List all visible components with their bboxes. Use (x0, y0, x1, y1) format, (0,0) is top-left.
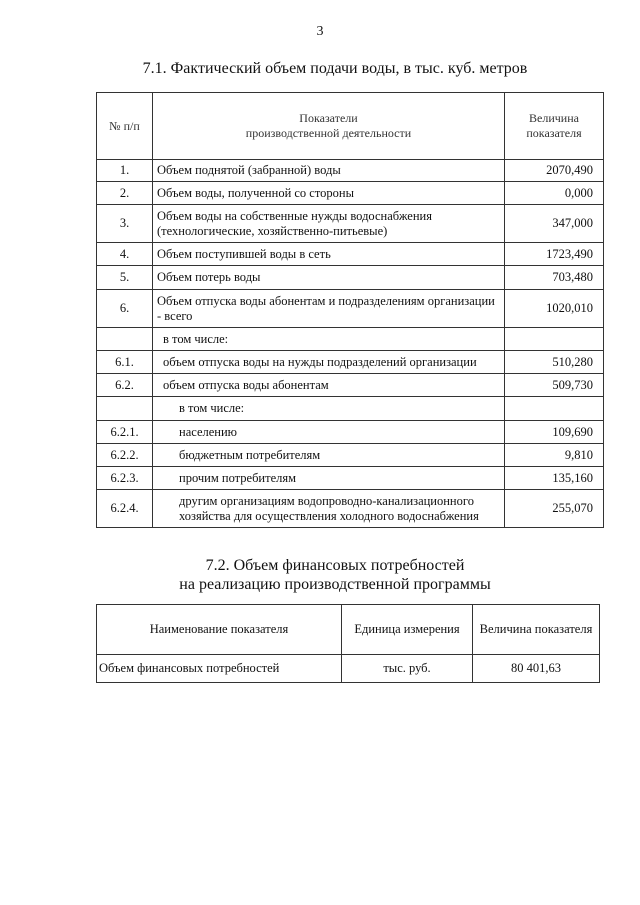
row-num: 1. (97, 160, 153, 182)
row-value: 2070,490 (505, 160, 604, 182)
row-num (97, 397, 153, 421)
row-value (505, 397, 604, 421)
row-num: 2. (97, 182, 153, 205)
row-value: 703,480 (505, 266, 604, 290)
table-row (97, 397, 604, 421)
row-name: объем отпуска воды абонентам (153, 374, 505, 397)
table-row (97, 490, 604, 528)
table-row (97, 655, 600, 683)
row-value: 347,000 (505, 205, 604, 243)
header-value: Величина показателя (473, 605, 600, 655)
row-value: 109,690 (505, 421, 604, 444)
header-unit: Единица измерения (342, 605, 473, 655)
row-value: 135,160 (505, 467, 604, 490)
row-num: 5. (97, 266, 153, 290)
header-indicator-line1: Показатели (299, 111, 358, 125)
table-row (97, 266, 604, 290)
header-num: № п/п (97, 93, 153, 160)
section-2-title-line1: 7.2. Объем финансовых потребностей (205, 557, 465, 574)
row-num: 4. (97, 243, 153, 266)
row-name: Объем поднятой (забранной) воды (153, 160, 505, 182)
table-header-row (97, 93, 604, 160)
header-value-line2: показателя (526, 126, 582, 140)
row-name: населению (153, 421, 505, 444)
table-row (97, 328, 604, 351)
row-name: Объем отпуска воды абонентам и подразделениям организации - всего (153, 290, 505, 328)
row-name: объем отпуска воды на нужды подразделений организации (153, 351, 505, 374)
row-name: Объем финансовых потребностей (97, 655, 342, 683)
row-value: 1723,490 (505, 243, 604, 266)
row-value: 509,730 (505, 374, 604, 397)
row-name: Объем воды, полученной со стороны (153, 182, 505, 205)
row-unit: тыс. руб. (342, 655, 473, 683)
row-value: 510,280 (505, 351, 604, 374)
row-name: прочим потребителям (153, 467, 505, 490)
row-value: 9,810 (505, 444, 604, 467)
table-row (97, 160, 604, 182)
row-value (505, 328, 604, 351)
header-indicator (153, 93, 505, 160)
row-value: 0,000 (505, 182, 604, 205)
row-name: другим организациям водопроводно-канализационного хозяйства для осуществления холодного водоснабжения (153, 490, 505, 528)
row-name: в том числе: (153, 397, 505, 421)
table-header-row (97, 605, 600, 655)
row-num: 6.2.2. (97, 444, 153, 467)
header-value (505, 93, 604, 160)
row-name: в том числе: (153, 328, 505, 351)
row-num: 6.1. (97, 351, 153, 374)
section-1-title: 7.1. Фактический объем подачи воды, в тыс. куб. метров (142, 60, 528, 77)
table-row (97, 374, 604, 397)
row-name: Объем поступившей воды в сеть (153, 243, 505, 266)
row-value: 80 401,63 (473, 655, 600, 683)
water-supply-table (96, 92, 604, 528)
row-num: 6. (97, 290, 153, 328)
row-value: 1020,010 (505, 290, 604, 328)
table-row (97, 290, 604, 328)
financial-needs-table (96, 604, 600, 683)
row-num: 6.2. (97, 374, 153, 397)
page-number: 3 (316, 24, 324, 39)
table-row (97, 421, 604, 444)
row-num: 3. (97, 205, 153, 243)
section-2-title-line2: на реализацию производственной программы (179, 576, 491, 593)
table-row (97, 243, 604, 266)
row-num: 6.2.3. (97, 467, 153, 490)
row-num: 6.2.4. (97, 490, 153, 528)
table-row (97, 351, 604, 374)
row-name: Объем воды на собственные нужды водоснабжения (технологические, хозяйственно-питьевые) (153, 205, 505, 243)
row-value: 255,070 (505, 490, 604, 528)
table-row (97, 467, 604, 490)
table-row (97, 205, 604, 243)
row-name: бюджетным потребителям (153, 444, 505, 467)
row-num (97, 328, 153, 351)
row-num: 6.2.1. (97, 421, 153, 444)
row-name: Объем потерь воды (153, 266, 505, 290)
table-row (97, 444, 604, 467)
section-2-title (0, 556, 640, 594)
header-value-line1: Величина (529, 111, 579, 125)
header-indicator-line2: производственной деятельности (245, 126, 412, 140)
header-name: Наименование показателя (97, 605, 342, 655)
table-row (97, 182, 604, 205)
